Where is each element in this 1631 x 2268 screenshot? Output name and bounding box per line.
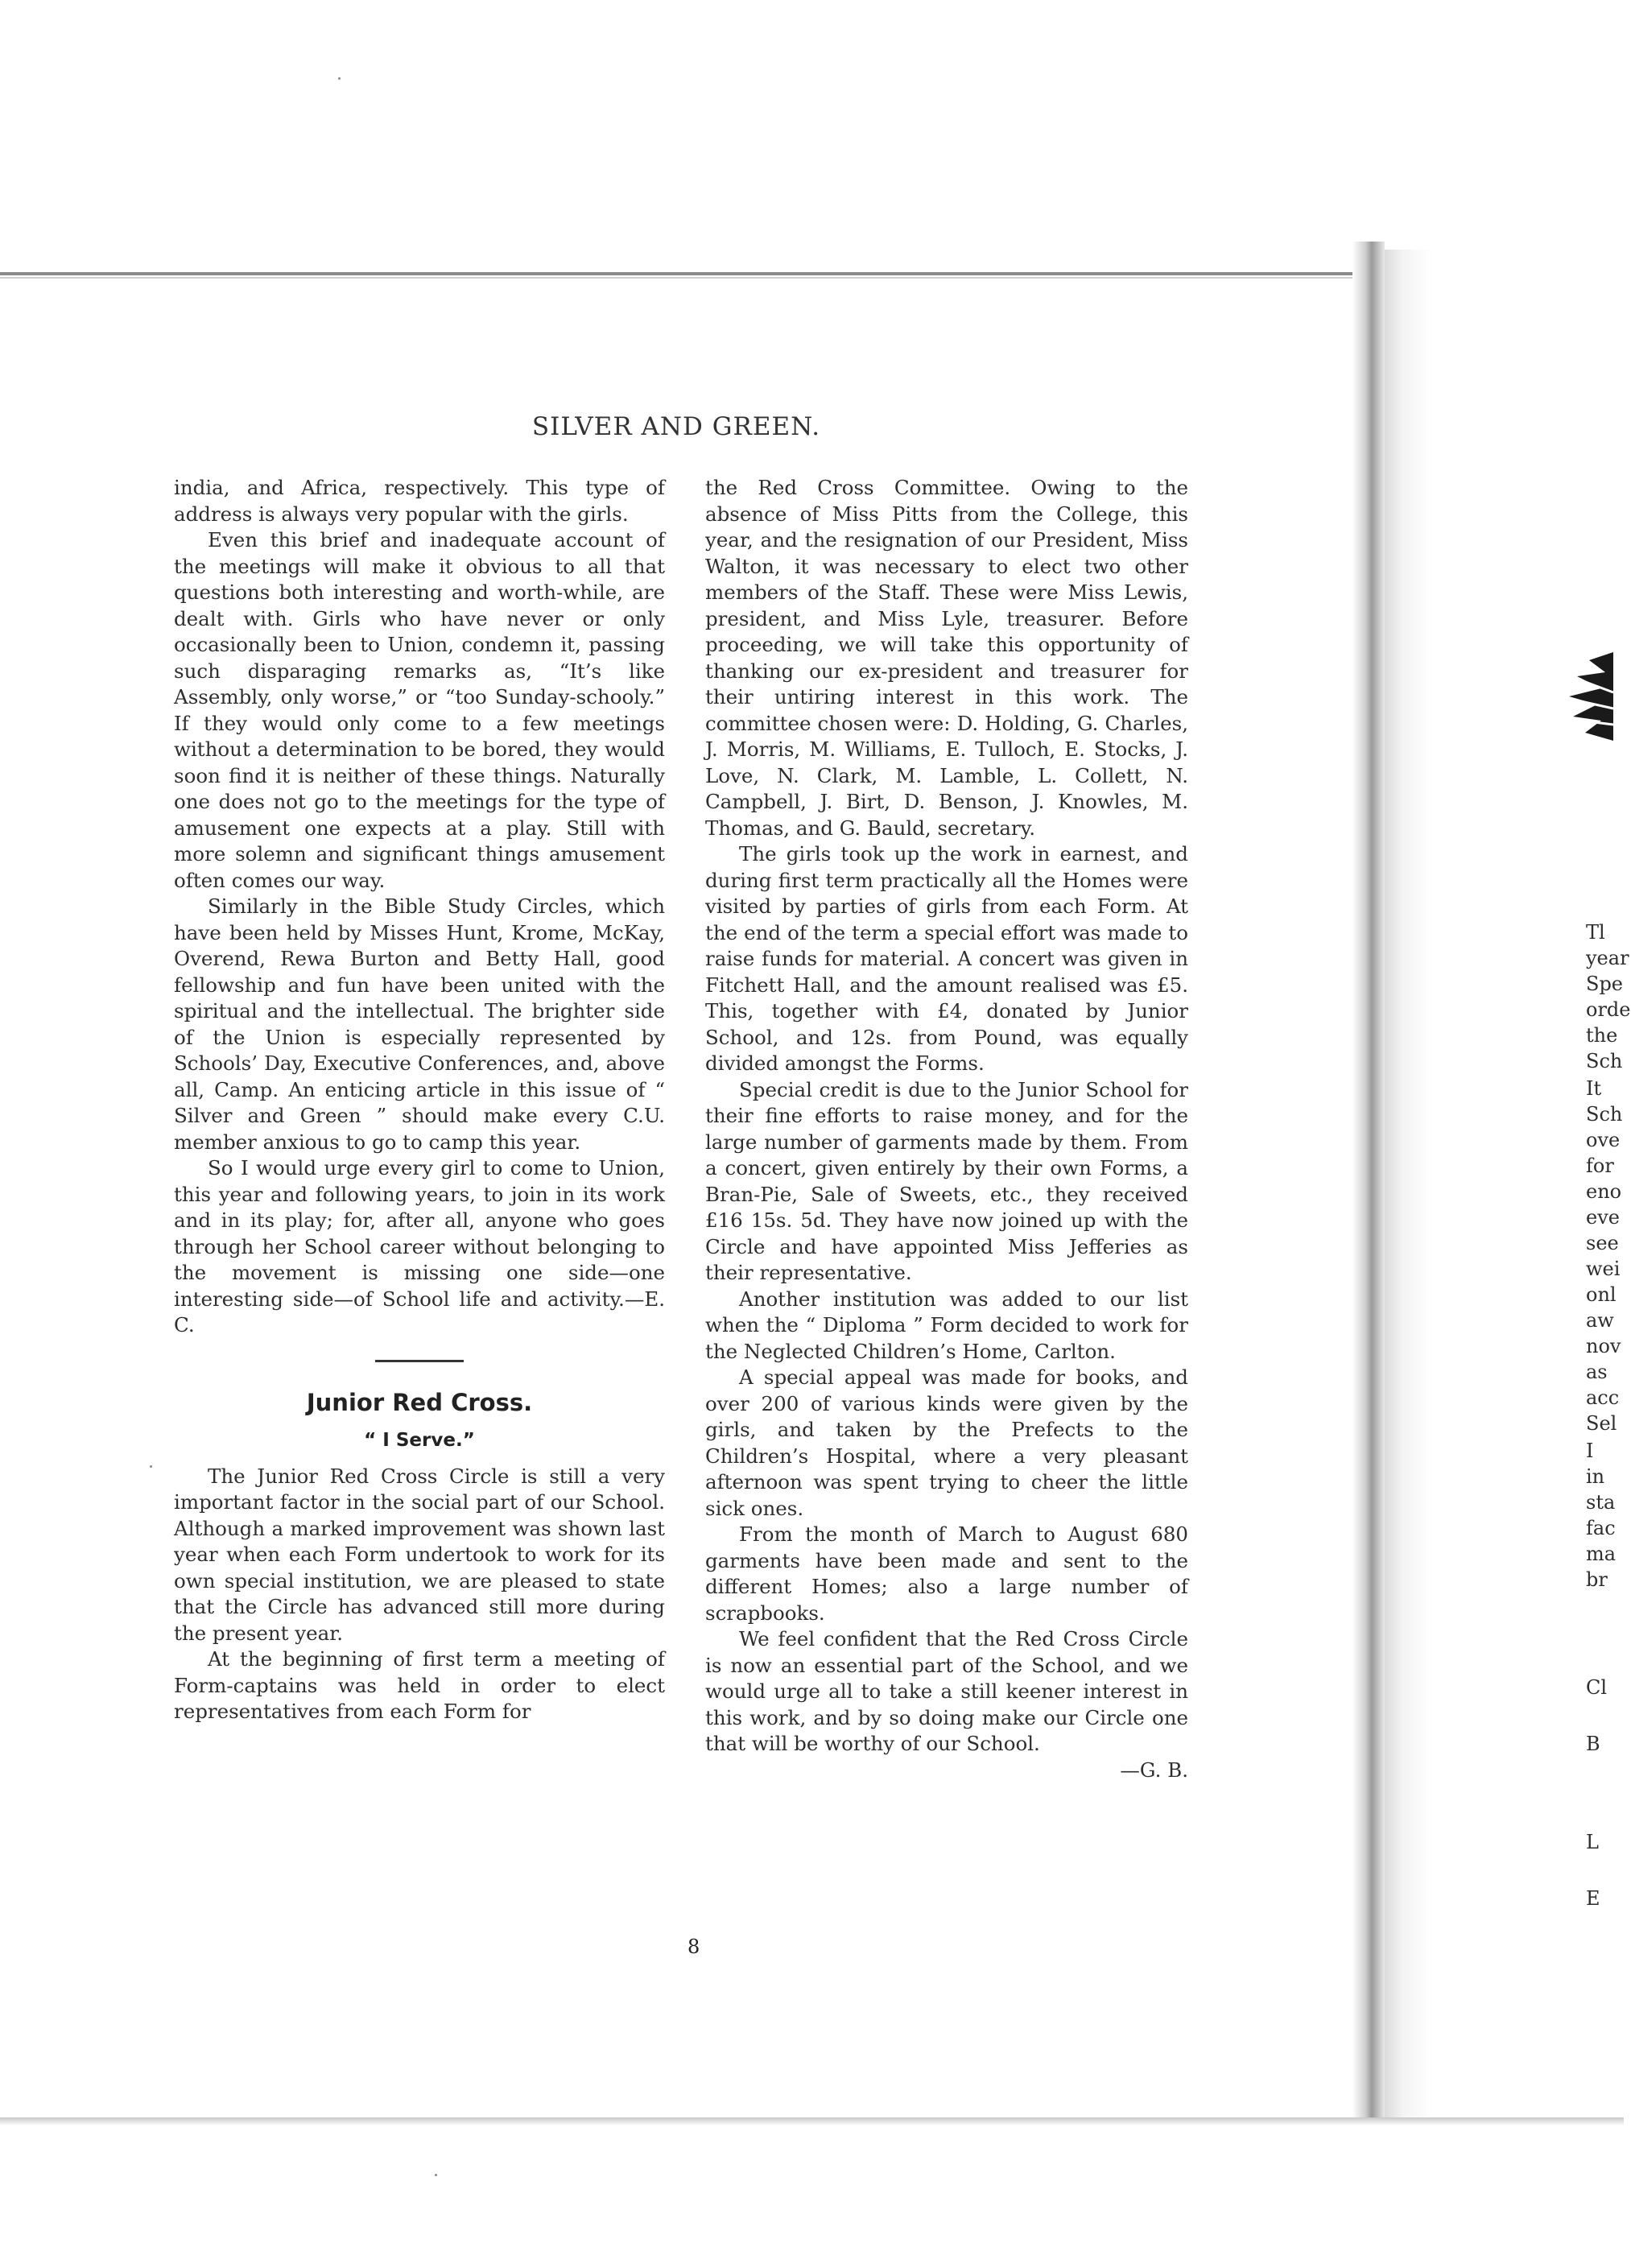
facing-page-fragment: for: [1586, 1155, 1614, 1177]
paragraph: A special appeal was made for books, and over 200 of various kinds were given by the girls, and taken by the Prefects to the Children’s Hospital, where a very pleasant afternoon was spent trying to cheer the little sick ones.: [705, 1365, 1188, 1520]
facing-page-fragment: acc: [1586, 1386, 1620, 1409]
facing-page-fragment: aw: [1586, 1309, 1614, 1332]
left-column: [174, 475, 665, 1725]
facing-page-fragment: sta: [1586, 1491, 1616, 1514]
section-divider: [375, 1360, 464, 1362]
right-column: [705, 475, 1188, 1783]
facing-page-fragment: year: [1586, 947, 1629, 969]
page-title: SILVER AND GREEN.: [531, 412, 821, 441]
facing-page-fragment: wei: [1586, 1258, 1621, 1280]
facing-page-fragment: It: [1586, 1077, 1602, 1100]
paragraph: The girls took up the work in earnest, and during first term practically all the Homes were visited by parties of girls from each Form. At the end of the term a special effort was made to raise funds for material. A concert was given in Fitchett Hall, and the amount realised was £5. This, together with £4, donated by Junior School, and 12s. from Pound, was equally divided amongst the Forms.: [705, 842, 1188, 1075]
facing-page-fragment: Sch: [1586, 1103, 1623, 1126]
leaf-ornament-icon: [1557, 644, 1613, 765]
facing-page-fragment: I: [1586, 1440, 1594, 1462]
facing-page-fragment: onl: [1586, 1283, 1617, 1306]
facing-page-fragment: Sch: [1586, 1050, 1623, 1072]
paragraph: Another institution was added to our list when the “ Diploma ” Form decided to work for the Neglected Children’s Home, Carlton.: [705, 1287, 1188, 1363]
facing-page-fragment: L: [1586, 1831, 1599, 1853]
section-heading: Junior Red Cross.: [306, 1388, 533, 1416]
facing-page-fragment: B: [1586, 1733, 1600, 1755]
facing-page-fragment: Cl: [1586, 1676, 1608, 1699]
paragraph: the Red Cross Committee. Owing to the absence of Miss Pitts from the College, this year, and the resignation of our President, Miss Walton, it was necessary to elect two other members of the Staff. These were Miss Lewis, president, and Miss Lyle, treasurer. Before proceeding, we will take this opportunity of thanking our ex-president and treasurer for their untiring interest in this work. The committee chosen were: D. Holding, G. Charles, J. Morris, M. Williams, E. Tulloch, E. Stocks, J. Love, N. Clark, M. Lamble, L. Collett, N. Campbell, J. Birt, D. Benson, J. Knowles, M. Thomas, and G. Bauld, secretary.: [705, 476, 1188, 840]
facing-page-fragment: the: [1586, 1024, 1618, 1047]
facing-page-fragment: orde: [1586, 998, 1631, 1021]
section-motto: “ I Serve.”: [364, 1429, 475, 1451]
paragraph: india, and Africa, respectively. This type of address is always very popular with the girls.: [174, 476, 665, 526]
facing-page-fragment: nov: [1586, 1335, 1621, 1357]
paragraph: At the beginning of first term a meeting of Form-captains was held in order to elect representatives from each Form for: [174, 1647, 665, 1723]
paragraph: Similarly in the Bible Study Circles, which have been held by Misses Hunt, Krome, McKay, Overend, Rewa Burton and Betty Hall, good fellowship and fun have been united with the spiritual and the intellectual. The brighter side of the Union is especially represented by Schools’ Day, Executive Conferences, and, above all, Camp. An enticing article in this issue of “ Silver and Green ” should make every C.U. member anxious to go to camp this year.: [174, 894, 665, 1154]
author-signoff: —G. B.: [1120, 1758, 1188, 1782]
page-number: 8: [687, 1935, 700, 1958]
paragraph: Special credit is due to the Junior School for their fine efforts to raise money, and for the large number of garments made by them. From a concert, given entirely by their own Forms, a Bran-Pie, Sale of Sweets, etc., they received £16 15s. 5d. They have now joined up with the Circle and have appointed Miss Jefferies as their representative.: [705, 1077, 1188, 1284]
facing-page-fragment: Sel: [1586, 1412, 1617, 1435]
paragraph: The Junior Red Cross Circle is still a very important factor in the social part of our School. Although a marked improvement was shown last year when each Form undertook to work for its own special institution, we are pleased to state that the Circle has advanced still more during the present year.: [174, 1464, 665, 1645]
paragraph: So I would urge every girl to come to Union, this year and following years, to join in its work and in its play; for, after all, anyone who goes through her School career without belonging to the movement is missing one side—one interesting side—of School life and activity.—E. C.: [174, 1156, 665, 1336]
paragraph: We feel confident that the Red Cross Circle is now an essential part of the School, and we would urge all to take a still keener interest in this work, and by so doing make our Circle one that will be worthy of our School.: [705, 1627, 1188, 1755]
speck: [435, 2174, 437, 2176]
facing-page-fragment: ove: [1586, 1129, 1621, 1151]
facing-page-fragment: E: [1586, 1887, 1600, 1910]
facing-page-fragment: in: [1586, 1465, 1605, 1488]
page-fold: [1352, 242, 1385, 2117]
facing-page-fragment: as: [1586, 1361, 1608, 1383]
facing-page-fragment: Spe: [1586, 973, 1624, 995]
facing-page-fragment: ma: [1586, 1543, 1617, 1565]
facing-page-fragment: br: [1586, 1568, 1608, 1591]
paragraph: From the month of March to August 680 garments have been made and sent to the different Homes; also a large number of scrapbooks.: [705, 1522, 1188, 1625]
facing-page-fragment: Tl: [1586, 921, 1605, 944]
scan-shadow: [0, 272, 1361, 275]
facing-page-fragment: eno: [1586, 1180, 1622, 1203]
paragraph: Even this brief and inadequate account of the meetings will make it obvious to all that questions both interesting and worth-while, are dealt with. Girls who have never or only occasionally been to Union, condemn it, passing such disparaging remarks as, “It’s like Assembly, only worse,” or “too Sunday-schooly.” If they would only come to a few meetings without a determination to be bored, they would soon find it is neither of these things. Naturally one does not go to the meetings for the type of amusement one expects at a play. Still with more solemn and significant things amusement often comes our way.: [174, 528, 665, 892]
scan-shadow-light: [0, 277, 1361, 279]
facing-page-fragment: fac: [1586, 1517, 1616, 1539]
speck: [338, 77, 341, 80]
bottom-shadow: [0, 2117, 1624, 2125]
facing-page-fragment: see: [1586, 1232, 1619, 1254]
facing-page-fragment: eve: [1586, 1206, 1620, 1229]
speck: [150, 1465, 152, 1468]
